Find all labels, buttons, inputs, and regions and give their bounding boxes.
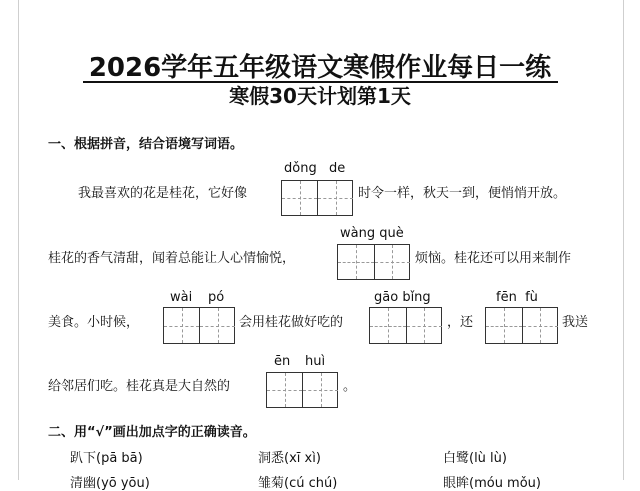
section-2-heading: 二、用“√”画出加点字的正确读音。: [48, 425, 256, 440]
line4-before: 给邻居们吃。桂花真是大自然的: [48, 379, 231, 394]
reading-item[interactable]: 雏菊(cú chú): [258, 476, 338, 491]
pinyin-hui: huì: [305, 354, 326, 369]
line4-after: 。: [343, 379, 357, 394]
pinyin-gaobing: gāo bǐng: [374, 290, 431, 305]
pinyin-dong: dǒng: [284, 161, 317, 176]
reading-item[interactable]: 洞悉(xī xì): [258, 451, 321, 466]
pinyin-fenfu: fēn fù: [496, 290, 538, 305]
pinyin-en: ēn: [274, 354, 291, 369]
line3-after: 我送: [562, 315, 589, 330]
line1-before: 我最喜欢的花是桂花，它好像: [78, 186, 248, 201]
answer-box-dongde[interactable]: [281, 180, 353, 216]
line2-before: 桂花的香气清甜，闻着总能让人心情愉悦，: [48, 251, 296, 266]
reading-item[interactable]: 白鹭(lù lù): [443, 451, 507, 466]
reading-item[interactable]: 清幽(yō yōu): [70, 476, 150, 491]
answer-box-fenfu[interactable]: [485, 307, 558, 344]
line3-middle: 会用桂花做好吃的: [239, 315, 344, 330]
reading-item[interactable]: 眼眸(móu mǒu): [443, 476, 541, 491]
line1-after: 时令一样，秋天一到，便悄悄开放。: [358, 186, 567, 201]
section-1-heading: 一、根据拼音，结合语境写词语。: [48, 137, 244, 152]
line3-before: 美食。小时候，: [48, 315, 140, 330]
answer-box-gaobing[interactable]: [369, 307, 442, 344]
line3-comma: ，还: [447, 315, 474, 330]
pinyin-wangque: wàng què: [340, 226, 404, 241]
reading-item[interactable]: 趴下(pā bā): [70, 451, 143, 466]
page-title: 2026学年五年级语文寒假作业每日一练: [88, 53, 552, 83]
pinyin-de: de: [329, 161, 346, 176]
answer-box-enhui[interactable]: [266, 372, 338, 408]
page-subtitle: 寒假30天计划第1天: [229, 84, 411, 108]
pinyin-po: pó: [208, 290, 225, 305]
answer-box-waipo[interactable]: [163, 307, 235, 344]
pinyin-wai: wài: [170, 290, 193, 305]
answer-box-wangque[interactable]: [337, 244, 410, 280]
line2-after: 烦恼。桂花还可以用来制作: [415, 251, 572, 266]
